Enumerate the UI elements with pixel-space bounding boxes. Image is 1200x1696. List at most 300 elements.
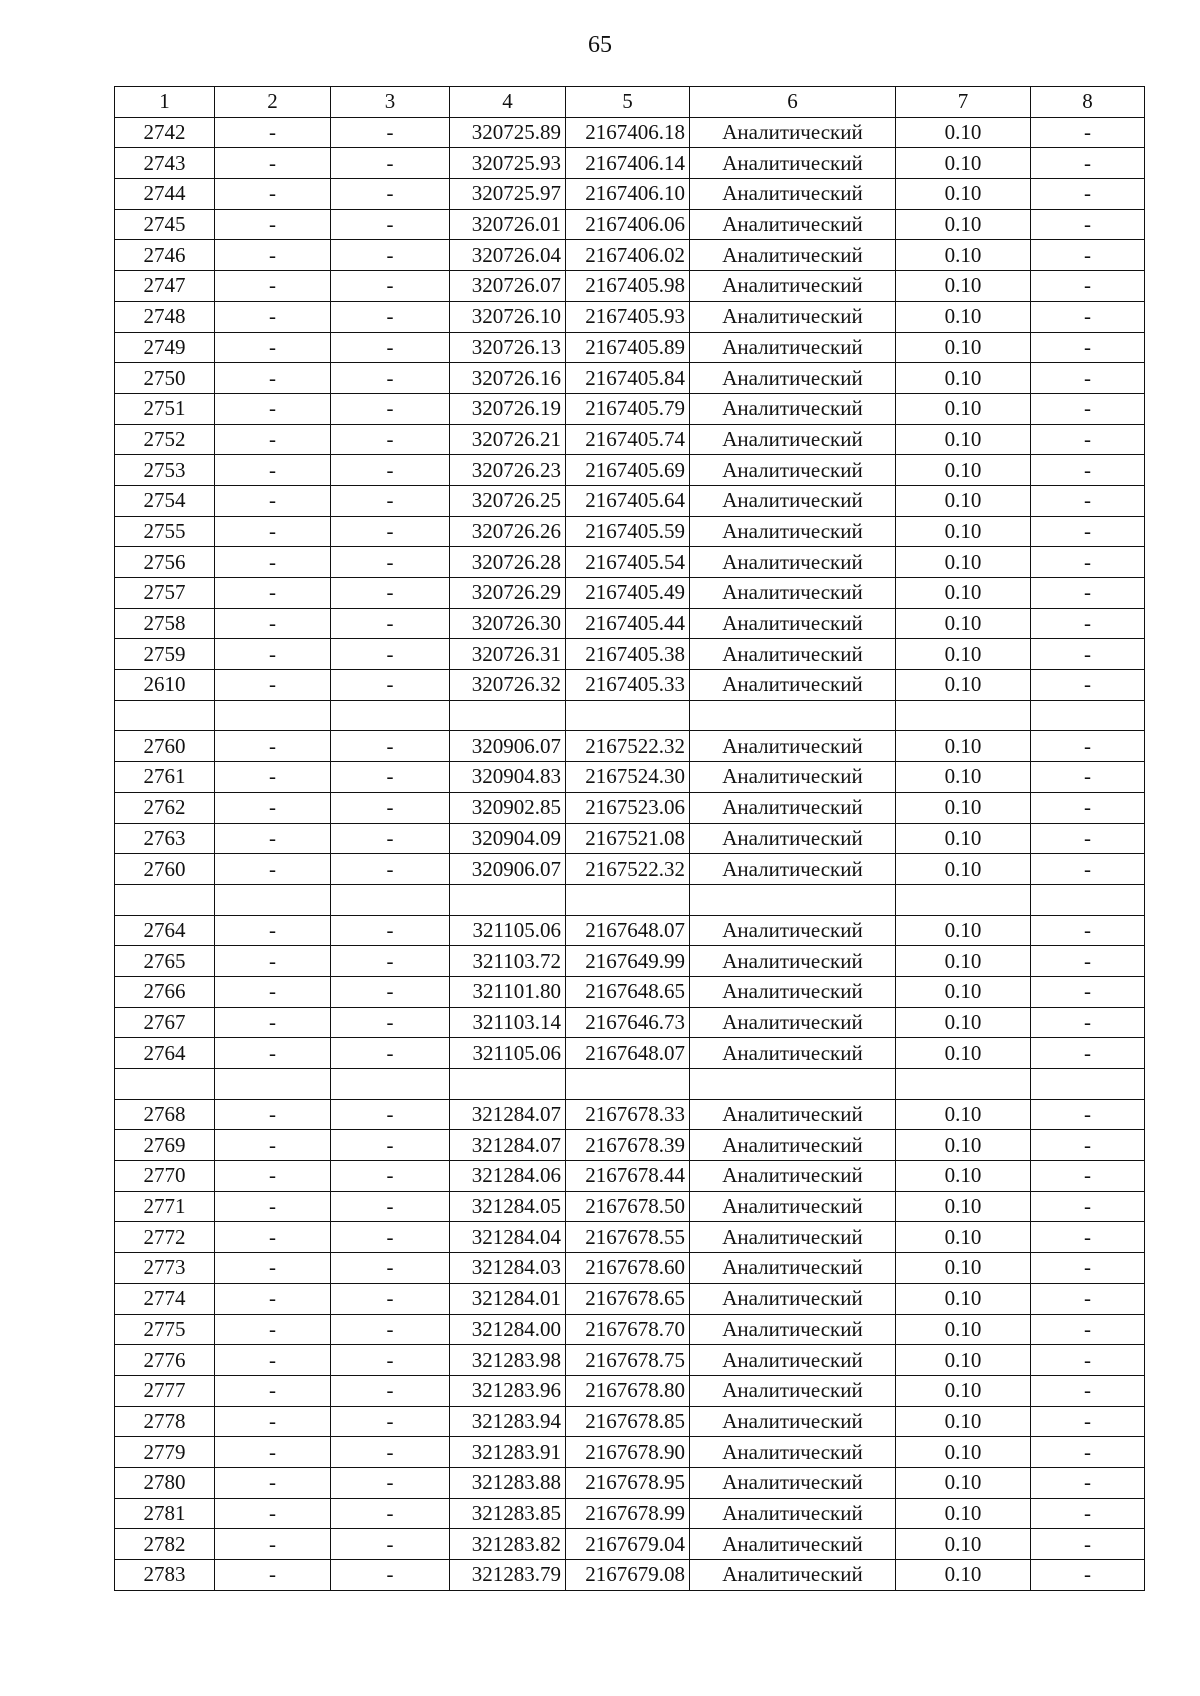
table-cell: -	[1031, 1038, 1145, 1069]
table-cell: -	[215, 976, 331, 1007]
table-cell: 321103.72	[450, 946, 566, 977]
table-cell: -	[331, 854, 450, 885]
table-cell: 321283.88	[450, 1467, 566, 1498]
table-cell: -	[1031, 1099, 1145, 1130]
table-cell: 2167405.79	[566, 393, 690, 424]
table-cell: 320726.28	[450, 547, 566, 578]
table-cell: -	[331, 1406, 450, 1437]
table-cell: 321103.14	[450, 1007, 566, 1038]
table-cell: 321284.01	[450, 1283, 566, 1314]
table-cell: 2760	[115, 854, 215, 885]
table-cell-empty	[566, 884, 690, 915]
table-cell: -	[1031, 762, 1145, 793]
table-cell: 2763	[115, 823, 215, 854]
table-cell: -	[215, 148, 331, 179]
table-cell: 2751	[115, 393, 215, 424]
table-cell: -	[215, 424, 331, 455]
table-row	[115, 1161, 1145, 1192]
table-row	[115, 915, 1145, 946]
table-cell-empty	[896, 700, 1031, 731]
table-cell: 321283.79	[450, 1560, 566, 1591]
table-row	[115, 823, 1145, 854]
table-row	[115, 731, 1145, 762]
table-cell: -	[331, 1253, 450, 1284]
table-cell: Аналитический	[690, 1314, 896, 1345]
table-row	[115, 424, 1145, 455]
table-row	[115, 485, 1145, 516]
table-cell: -	[331, 301, 450, 332]
table-cell: -	[331, 1222, 450, 1253]
table-cell: 0.10	[896, 1191, 1031, 1222]
table-cell: Аналитический	[690, 1099, 896, 1130]
table-cell: -	[1031, 1345, 1145, 1376]
table-cell: 0.10	[896, 762, 1031, 793]
table-cell: 2780	[115, 1467, 215, 1498]
table-cell: -	[331, 240, 450, 271]
table-cell: -	[215, 1560, 331, 1591]
column-header: 1	[115, 87, 215, 118]
table-cell: 321284.05	[450, 1191, 566, 1222]
table-cell: 321283.85	[450, 1498, 566, 1529]
table-cell: -	[331, 792, 450, 823]
table-cell: -	[1031, 179, 1145, 210]
table-cell: 2167405.93	[566, 301, 690, 332]
table-cell: Аналитический	[690, 1191, 896, 1222]
table-cell: 2750	[115, 363, 215, 394]
table-cell: 321283.96	[450, 1375, 566, 1406]
table-cell: 0.10	[896, 179, 1031, 210]
table-cell: 0.10	[896, 1498, 1031, 1529]
table-cell: 2744	[115, 179, 215, 210]
table-cell: 2167678.55	[566, 1222, 690, 1253]
table-cell-empty	[331, 884, 450, 915]
coordinates-table	[114, 86, 1145, 1591]
table-cell: 2167678.60	[566, 1253, 690, 1284]
table-cell: 2167406.10	[566, 179, 690, 210]
table-cell: 0.10	[896, 1253, 1031, 1284]
table-cell: Аналитический	[690, 1007, 896, 1038]
table-cell: 320726.01	[450, 209, 566, 240]
table-cell: Аналитический	[690, 1437, 896, 1468]
table-cell: 320726.29	[450, 578, 566, 609]
table-cell: Аналитический	[690, 301, 896, 332]
column-header: 8	[1031, 87, 1145, 118]
table-cell: 2167678.85	[566, 1406, 690, 1437]
table-cell-empty	[331, 1069, 450, 1100]
table-cell: Аналитический	[690, 762, 896, 793]
table-cell: -	[1031, 117, 1145, 148]
table-cell: -	[215, 209, 331, 240]
table-cell: 2772	[115, 1222, 215, 1253]
table-cell: 2167648.07	[566, 915, 690, 946]
table-cell: 0.10	[896, 578, 1031, 609]
table-separator-row	[115, 884, 1145, 915]
table-cell: -	[331, 946, 450, 977]
table-cell: 320726.21	[450, 424, 566, 455]
table-cell: 0.10	[896, 1560, 1031, 1591]
table-cell: -	[215, 823, 331, 854]
table-row	[115, 516, 1145, 547]
table-cell: Аналитический	[690, 1345, 896, 1376]
table-cell: 320904.83	[450, 762, 566, 793]
table-cell: 2167405.89	[566, 332, 690, 363]
table-cell: 2749	[115, 332, 215, 363]
table-cell: 2764	[115, 1038, 215, 1069]
table-cell: 2765	[115, 946, 215, 977]
table-cell: 2759	[115, 639, 215, 670]
table-cell: Аналитический	[690, 976, 896, 1007]
table-cell: 321101.80	[450, 976, 566, 1007]
table-cell: 2167405.49	[566, 578, 690, 609]
table-cell: 2167405.64	[566, 485, 690, 516]
table-cell: -	[1031, 1467, 1145, 1498]
table-cell: 2167678.50	[566, 1191, 690, 1222]
table-cell: 320726.19	[450, 393, 566, 424]
table-cell: -	[215, 1406, 331, 1437]
table-cell: 2167678.95	[566, 1467, 690, 1498]
table-cell: -	[1031, 1375, 1145, 1406]
table-cell: -	[1031, 731, 1145, 762]
table-cell: 0.10	[896, 209, 1031, 240]
table-cell: -	[331, 1375, 450, 1406]
table-cell: -	[1031, 363, 1145, 394]
table-cell: 0.10	[896, 1038, 1031, 1069]
table-cell: 2742	[115, 117, 215, 148]
table-cell: 2167678.99	[566, 1498, 690, 1529]
table-cell: 2167406.06	[566, 209, 690, 240]
table-cell: -	[215, 271, 331, 302]
table-cell: 0.10	[896, 1161, 1031, 1192]
table-cell-empty	[1031, 700, 1145, 731]
table-header-row	[115, 87, 1145, 118]
table-cell: -	[331, 915, 450, 946]
table-row	[115, 792, 1145, 823]
table-cell: 2167405.98	[566, 271, 690, 302]
table-cell: -	[1031, 1283, 1145, 1314]
table-cell: 2779	[115, 1437, 215, 1468]
table-cell: 0.10	[896, 516, 1031, 547]
table-cell: -	[215, 516, 331, 547]
table-cell: 2167649.99	[566, 946, 690, 977]
table-cell: -	[331, 1467, 450, 1498]
table-cell: -	[215, 179, 331, 210]
table-row	[115, 1406, 1145, 1437]
table-cell: -	[331, 1038, 450, 1069]
table-cell: 0.10	[896, 393, 1031, 424]
table-cell: 0.10	[896, 1375, 1031, 1406]
table-row	[115, 608, 1145, 639]
column-header: 7	[896, 87, 1031, 118]
table-cell: 0.10	[896, 148, 1031, 179]
table-row	[115, 762, 1145, 793]
page-number: 65	[588, 32, 612, 58]
table-cell: -	[331, 608, 450, 639]
table-cell: -	[1031, 1437, 1145, 1468]
table-cell: 2752	[115, 424, 215, 455]
table-cell: -	[215, 762, 331, 793]
table-cell: 2167406.18	[566, 117, 690, 148]
table-cell: -	[1031, 148, 1145, 179]
table-cell: -	[1031, 1161, 1145, 1192]
table-cell-empty	[896, 884, 1031, 915]
table-cell: 0.10	[896, 1007, 1031, 1038]
table-cell: Аналитический	[690, 854, 896, 885]
table-cell: 2770	[115, 1161, 215, 1192]
table-cell: 0.10	[896, 547, 1031, 578]
table-separator-row	[115, 1069, 1145, 1100]
table-cell: -	[331, 179, 450, 210]
table-cell: Аналитический	[690, 1560, 896, 1591]
table-cell: 321283.82	[450, 1529, 566, 1560]
table-row	[115, 117, 1145, 148]
table-row	[115, 1191, 1145, 1222]
table-cell: -	[1031, 516, 1145, 547]
table-cell: -	[331, 363, 450, 394]
table-cell: 0.10	[896, 823, 1031, 854]
table-cell: 2755	[115, 516, 215, 547]
table-cell: 2782	[115, 1529, 215, 1560]
table-cell: Аналитический	[690, 179, 896, 210]
table-cell: 2167678.90	[566, 1437, 690, 1468]
table-cell: -	[215, 301, 331, 332]
table-cell: 321105.06	[450, 1038, 566, 1069]
table-cell: 2756	[115, 547, 215, 578]
table-cell: -	[331, 762, 450, 793]
table-cell: -	[331, 823, 450, 854]
table-cell: -	[331, 1099, 450, 1130]
table-row	[115, 976, 1145, 1007]
table-cell: 320904.09	[450, 823, 566, 854]
table-cell: -	[215, 332, 331, 363]
table-cell-empty	[690, 884, 896, 915]
table-cell: 0.10	[896, 271, 1031, 302]
table-cell: -	[1031, 240, 1145, 271]
table-cell: 2167406.02	[566, 240, 690, 271]
table-cell: 320726.32	[450, 670, 566, 701]
table-cell: -	[1031, 854, 1145, 885]
table-cell: -	[331, 1007, 450, 1038]
table-cell: 2766	[115, 976, 215, 1007]
table-cell-empty	[115, 700, 215, 731]
table-cell: -	[215, 240, 331, 271]
table-cell: 0.10	[896, 1130, 1031, 1161]
table-cell: 321105.06	[450, 915, 566, 946]
table-cell: -	[1031, 1007, 1145, 1038]
table-cell: 2167405.74	[566, 424, 690, 455]
table-cell: -	[1031, 547, 1145, 578]
table-cell: 0.10	[896, 455, 1031, 486]
table-row	[115, 1560, 1145, 1591]
table-cell: 320726.31	[450, 639, 566, 670]
table-cell: -	[1031, 578, 1145, 609]
table-cell: 2768	[115, 1099, 215, 1130]
table-cell: 321284.03	[450, 1253, 566, 1284]
table-cell: Аналитический	[690, 731, 896, 762]
table-cell: 2778	[115, 1406, 215, 1437]
table-cell: 2610	[115, 670, 215, 701]
table-row	[115, 1437, 1145, 1468]
table-cell: -	[1031, 1253, 1145, 1284]
table-cell: -	[331, 1130, 450, 1161]
table-cell: 320726.10	[450, 301, 566, 332]
table-cell: -	[215, 1038, 331, 1069]
table-cell: -	[331, 976, 450, 1007]
table-cell: -	[331, 332, 450, 363]
table-cell: 320725.97	[450, 179, 566, 210]
table-cell-empty	[115, 884, 215, 915]
table-cell: -	[1031, 946, 1145, 977]
table-cell: -	[1031, 485, 1145, 516]
table-cell-empty	[690, 700, 896, 731]
table-row	[115, 1038, 1145, 1069]
table-cell: -	[215, 792, 331, 823]
table-row	[115, 1007, 1145, 1038]
table-cell: Аналитический	[690, 1375, 896, 1406]
table-cell: 320725.89	[450, 117, 566, 148]
table-row	[115, 1283, 1145, 1314]
table-cell: -	[1031, 1560, 1145, 1591]
table-cell: -	[331, 1191, 450, 1222]
table-cell: 2781	[115, 1498, 215, 1529]
table-cell: 2776	[115, 1345, 215, 1376]
table-cell: -	[331, 117, 450, 148]
table-cell: Аналитический	[690, 271, 896, 302]
table-cell: -	[1031, 1191, 1145, 1222]
table-cell: Аналитический	[690, 117, 896, 148]
table-cell: Аналитический	[690, 332, 896, 363]
table-cell: 2745	[115, 209, 215, 240]
table-cell: -	[331, 670, 450, 701]
table-cell: -	[215, 1099, 331, 1130]
table-cell: 320726.23	[450, 455, 566, 486]
table-cell: -	[331, 485, 450, 516]
table-cell: -	[331, 271, 450, 302]
table-cell: 0.10	[896, 731, 1031, 762]
table-row	[115, 1253, 1145, 1284]
table-cell: 0.10	[896, 946, 1031, 977]
table-cell: 0.10	[896, 1437, 1031, 1468]
table-cell: Аналитический	[690, 1130, 896, 1161]
table-cell: -	[1031, 823, 1145, 854]
table-cell: -	[1031, 1130, 1145, 1161]
table-cell: -	[215, 1314, 331, 1345]
table-cell-empty	[566, 700, 690, 731]
table-cell: 2773	[115, 1253, 215, 1284]
table-cell: 0.10	[896, 363, 1031, 394]
table-cell: 2167521.08	[566, 823, 690, 854]
table-cell: 0.10	[896, 485, 1031, 516]
table-cell: 0.10	[896, 240, 1031, 271]
table-cell: 321284.07	[450, 1099, 566, 1130]
table-cell: -	[1031, 1222, 1145, 1253]
table-row	[115, 209, 1145, 240]
table-cell: 2754	[115, 485, 215, 516]
table-cell: 2767	[115, 1007, 215, 1038]
table-cell: 2167646.73	[566, 1007, 690, 1038]
table-cell: -	[1031, 1529, 1145, 1560]
table-cell: -	[1031, 424, 1145, 455]
table-cell: Аналитический	[690, 946, 896, 977]
table-cell: Аналитический	[690, 1161, 896, 1192]
table-cell: Аналитический	[690, 424, 896, 455]
table-cell: -	[331, 393, 450, 424]
table-cell: -	[331, 424, 450, 455]
table-cell: 0.10	[896, 301, 1031, 332]
table-row	[115, 670, 1145, 701]
table-cell: 2167522.32	[566, 731, 690, 762]
table-cell: -	[215, 363, 331, 394]
table-cell: -	[215, 1437, 331, 1468]
table-cell: Аналитический	[690, 148, 896, 179]
table-cell: 2167405.38	[566, 639, 690, 670]
table-cell-empty	[215, 884, 331, 915]
table-cell: 320726.25	[450, 485, 566, 516]
table-cell: 0.10	[896, 117, 1031, 148]
table-cell: -	[215, 1283, 331, 1314]
table-cell: 2167648.65	[566, 976, 690, 1007]
table-cell: -	[1031, 455, 1145, 486]
table-row	[115, 393, 1145, 424]
table-cell: -	[331, 1161, 450, 1192]
table-cell: Аналитический	[690, 915, 896, 946]
table-cell: -	[215, 1130, 331, 1161]
table-cell: 0.10	[896, 1467, 1031, 1498]
table-cell: 2167522.32	[566, 854, 690, 885]
table-cell: 0.10	[896, 424, 1031, 455]
table-cell-empty	[331, 700, 450, 731]
table-cell: 0.10	[896, 1283, 1031, 1314]
table-cell-empty	[1031, 1069, 1145, 1100]
table-cell: 320726.26	[450, 516, 566, 547]
table-cell: -	[331, 639, 450, 670]
table-cell: 2167523.06	[566, 792, 690, 823]
table-cell: Аналитический	[690, 1529, 896, 1560]
table-cell: 0.10	[896, 608, 1031, 639]
table-cell: Аналитический	[690, 455, 896, 486]
table-row	[115, 1467, 1145, 1498]
table-cell: -	[215, 1191, 331, 1222]
table-cell: 2783	[115, 1560, 215, 1591]
table-cell: Аналитический	[690, 393, 896, 424]
table-body	[115, 117, 1145, 1590]
table-cell: 0.10	[896, 1314, 1031, 1345]
table-cell: Аналитический	[690, 547, 896, 578]
table-row	[115, 1130, 1145, 1161]
table-cell: Аналитический	[690, 639, 896, 670]
table-row	[115, 148, 1145, 179]
table-cell: Аналитический	[690, 670, 896, 701]
column-header: 4	[450, 87, 566, 118]
table-cell: -	[215, 578, 331, 609]
table-cell: Аналитический	[690, 1038, 896, 1069]
table-cell-empty	[690, 1069, 896, 1100]
table-cell: -	[215, 1161, 331, 1192]
table-row	[115, 1099, 1145, 1130]
table-cell: 2777	[115, 1375, 215, 1406]
table-row	[115, 363, 1145, 394]
table-cell: -	[1031, 1406, 1145, 1437]
table-cell: 2167405.59	[566, 516, 690, 547]
table-cell: -	[215, 1222, 331, 1253]
table-separator-row	[115, 700, 1145, 731]
table-cell: Аналитический	[690, 1498, 896, 1529]
table-cell: -	[215, 608, 331, 639]
column-header: 2	[215, 87, 331, 118]
table-cell: Аналитический	[690, 363, 896, 394]
table-cell: 320902.85	[450, 792, 566, 823]
table-cell-empty	[215, 1069, 331, 1100]
table-cell: -	[1031, 670, 1145, 701]
